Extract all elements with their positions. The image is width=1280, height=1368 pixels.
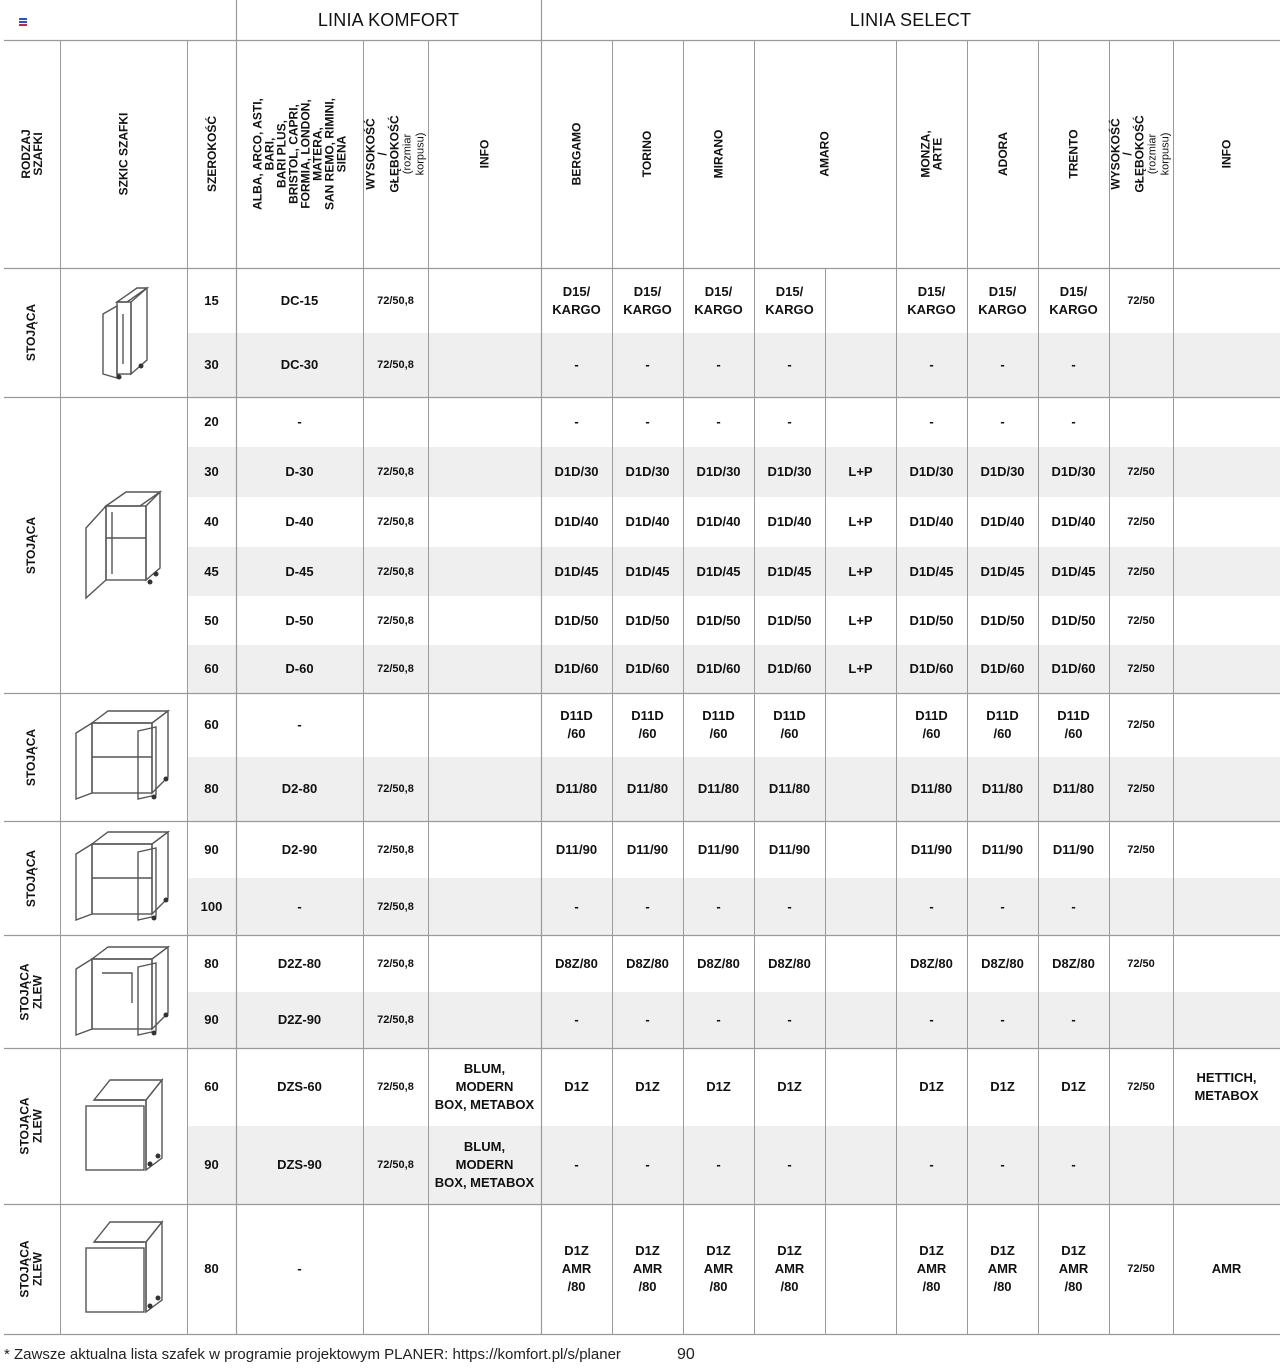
- cell-bergamo: D1D/40: [554, 514, 599, 529]
- cell-amaro: D1D/40: [767, 514, 812, 529]
- cell-bergamo: -: [574, 898, 579, 914]
- cell-komfort-info: [428, 268, 541, 333]
- cell-torino: D11D /60: [631, 708, 664, 741]
- cell-komfort-dim: [363, 1204, 428, 1334]
- cell-select-info: [1173, 333, 1280, 397]
- cell-mirano: D1D/60: [696, 661, 741, 676]
- cell-select-info: [1173, 821, 1280, 878]
- cell-amaro-extra: L+P: [848, 464, 873, 479]
- cell-komfort-info: [428, 333, 541, 397]
- cell-select-dim: [1109, 878, 1173, 935]
- cell-komfort-model: D2Z-90: [277, 1012, 322, 1027]
- cell-select-info: [1173, 992, 1280, 1048]
- cell-komfort-dim: [363, 693, 428, 757]
- cell-monza-arte: D11/80: [910, 781, 953, 796]
- cell-komfort-dim: 72/50,8: [377, 900, 414, 913]
- cell-adora: D11D /60: [986, 708, 1019, 741]
- cell-amaro-extra: L+P: [848, 514, 873, 529]
- cell-komfort-info: [428, 821, 541, 878]
- cell-bergamo: D11/90: [555, 841, 598, 857]
- cell-amaro: D1D/45: [767, 563, 812, 579]
- cell-select-dim: [1109, 1126, 1173, 1204]
- cell-komfort-info: [428, 878, 541, 935]
- cell-mirano: -: [716, 414, 721, 429]
- cell-trento: D11/80: [1052, 781, 1095, 796]
- cell-komfort-model: D2-80: [281, 781, 318, 796]
- cell-szerokosc: 60: [204, 717, 219, 732]
- column-header-szkic: SZKIC SZAFKI: [116, 112, 131, 196]
- cell-komfort-model: D2Z-80: [277, 955, 322, 971]
- cell-szerokosc: 30: [204, 464, 219, 479]
- cell-szerokosc: 50: [204, 612, 219, 628]
- cell-bergamo: D15/ KARGO: [552, 283, 601, 317]
- cell-amaro: -: [787, 898, 792, 914]
- cell-bergamo: D1D/50: [554, 612, 599, 628]
- cell-szerokosc: 90: [204, 1157, 219, 1172]
- cell-select-info: [1173, 397, 1280, 447]
- cell-select-dim: 72/50: [1127, 516, 1155, 528]
- cell-torino: D1D/50: [625, 612, 670, 628]
- cell-select-dim: [1109, 992, 1173, 1048]
- cell-torino: -: [645, 414, 650, 429]
- cell-torino: -: [645, 357, 650, 372]
- cell-bergamo: D1D/45: [554, 563, 599, 579]
- cell-komfort-info: [428, 992, 541, 1048]
- cell-select-dim: 72/50: [1127, 719, 1155, 731]
- cell-komfort-model: D2-90: [281, 841, 318, 857]
- cell-torino: D8Z/80: [626, 955, 669, 971]
- column-header-torino: TORINO: [640, 130, 655, 178]
- cell-amaro: D8Z/80: [768, 955, 811, 971]
- cell-trento: D1D/60: [1051, 661, 1096, 676]
- cell-bergamo: D1Z: [564, 1079, 589, 1094]
- cell-komfort-info: [428, 447, 541, 497]
- column-header-bergamo: BERGAMO: [569, 122, 584, 186]
- cell-monza-arte: D1D/50: [909, 612, 954, 628]
- cell-amaro-extra: [825, 1048, 896, 1126]
- cell-adora: D1D/50: [980, 612, 1025, 628]
- cell-mirano: -: [716, 898, 721, 914]
- cell-select-dim: 72/50: [1127, 294, 1155, 307]
- cell-trento: D8Z/80: [1052, 955, 1095, 971]
- group-type-label: STOJĄCA: [24, 728, 39, 786]
- cell-select-info: [1173, 878, 1280, 935]
- cell-torino: D1D/60: [625, 661, 670, 676]
- cell-select-info: [1173, 757, 1280, 821]
- cell-trento: D11/90: [1052, 841, 1095, 857]
- cell-komfort-dim: 72/50,8: [377, 565, 414, 578]
- cell-bergamo: -: [574, 357, 579, 372]
- cell-komfort-info: BLUM, MODERN BOX, METABOX: [434, 1139, 535, 1190]
- cell-szerokosc: 40: [204, 514, 219, 529]
- cell-mirano: -: [716, 357, 721, 372]
- group-type-label: STOJĄCA: [24, 849, 39, 907]
- cell-komfort-model: -: [297, 414, 302, 429]
- linia-komfort-title: LINIA KOMFORT: [317, 9, 460, 30]
- group-type-label: STOJĄCA: [24, 303, 39, 362]
- cell-monza-arte: D1D/45: [909, 563, 954, 579]
- cell-komfort-dim: 72/50,8: [377, 1081, 414, 1093]
- cell-select-info: HETTICH, METABOX: [1194, 1070, 1259, 1103]
- cell-amaro: D11/80: [768, 781, 811, 796]
- cell-torino: D11/80: [626, 781, 669, 796]
- cell-komfort-dim: [363, 397, 428, 447]
- cell-select-info: [1173, 935, 1280, 992]
- cell-szerokosc: 20: [204, 414, 219, 429]
- cell-komfort-dim: 72/50,8: [377, 1014, 414, 1026]
- cell-amaro-extra: [825, 992, 896, 1048]
- linia-select-title: LINIA SELECT: [849, 9, 972, 30]
- cell-amaro-extra: L+P: [848, 563, 873, 579]
- cell-mirano: D1Z: [706, 1079, 731, 1094]
- cell-trento: -: [1071, 414, 1076, 429]
- cell-komfort-model: D-30: [285, 464, 314, 479]
- cell-komfort-model: DZS-90: [277, 1157, 322, 1172]
- cell-adora: -: [1000, 1012, 1005, 1027]
- single-door-cabinet-icon: [82, 488, 166, 602]
- cell-amaro: D11/90: [768, 841, 811, 857]
- cell-szerokosc: 90: [204, 1012, 219, 1027]
- cell-mirano: D11/90: [697, 841, 740, 857]
- cell-mirano: D1D/50: [696, 612, 741, 628]
- cell-mirano: -: [716, 1157, 721, 1172]
- cell-komfort-dim: 72/50,8: [377, 359, 414, 371]
- cell-amaro-extra: L+P: [848, 661, 873, 676]
- cell-adora: -: [1000, 1157, 1005, 1172]
- cell-torino: D1D/40: [625, 514, 670, 529]
- cell-select-dim: 72/50: [1127, 614, 1155, 627]
- footnote: * Zawsze aktualna lista szafek w programie projektowym PLANER: https://komfort.pl/s/planer: [4, 1346, 621, 1363]
- dim-label: WYSOKOŚĆ / GŁĘBOKOŚĆ: [1109, 115, 1147, 193]
- cell-amaro-extra: [825, 757, 896, 821]
- cell-monza-arte: -: [929, 414, 934, 429]
- cell-adora: D11/80: [981, 781, 1024, 796]
- cell-szerokosc: 90: [204, 841, 219, 857]
- cell-torino: -: [645, 1012, 650, 1027]
- cell-mirano: D15/ KARGO: [694, 283, 743, 317]
- cell-komfort-info: [428, 547, 541, 596]
- sink-cabinet-icon: [72, 943, 174, 1039]
- page-number: 90: [677, 1346, 695, 1363]
- cell-monza-arte: D1D/60: [909, 661, 954, 676]
- cell-amaro-extra: [825, 821, 896, 878]
- cell-trento: -: [1071, 357, 1076, 372]
- cell-select-dim: [1109, 333, 1173, 397]
- cell-bergamo: -: [574, 1012, 579, 1027]
- cell-mirano: D1D/45: [696, 563, 741, 579]
- column-header-select-info: INFO: [1219, 139, 1234, 169]
- cell-amaro-extra: [825, 397, 896, 447]
- cell-komfort-dim: 72/50,8: [377, 843, 414, 856]
- cell-monza-arte: -: [929, 898, 934, 914]
- cell-select-info: [1173, 645, 1280, 693]
- cell-monza-arte: -: [929, 1157, 934, 1172]
- cell-komfort-dim: 72/50,8: [377, 294, 414, 307]
- group-type-label: STOJĄCA: [24, 516, 39, 574]
- cell-torino: D1Z AMR /80: [632, 1243, 663, 1294]
- cell-komfort-info: [428, 1204, 541, 1334]
- dim-label: WYSOKOŚĆ / GŁĘBOKOŚĆ: [363, 115, 402, 193]
- cell-select-dim: 72/50: [1127, 783, 1155, 795]
- cell-bergamo: D1Z AMR /80: [561, 1243, 592, 1294]
- cell-szerokosc: 100: [200, 898, 223, 914]
- cell-trento: -: [1071, 1012, 1076, 1027]
- cell-komfort-model: DC-15: [280, 292, 319, 308]
- cell-torino: -: [645, 898, 650, 914]
- cell-torino: D1D/45: [625, 563, 670, 579]
- cell-torino: D11/90: [626, 841, 669, 857]
- cell-komfort-dim: 72/50,8: [377, 957, 414, 970]
- cell-adora: -: [1000, 898, 1005, 914]
- cell-trento: D1Z: [1061, 1079, 1086, 1094]
- cell-amaro: -: [787, 1157, 792, 1172]
- cell-trento: D1Z AMR /80: [1058, 1243, 1089, 1294]
- cell-szerokosc: 80: [204, 781, 219, 796]
- cell-komfort-model: -: [297, 717, 302, 732]
- cell-trento: D1D/30: [1051, 464, 1096, 479]
- cell-monza-arte: D1D/30: [909, 464, 954, 479]
- cell-komfort-dim: 72/50,8: [377, 466, 414, 478]
- cell-torino: -: [645, 1157, 650, 1172]
- cell-komfort-model: -: [297, 1261, 302, 1276]
- cell-select-info: [1173, 596, 1280, 645]
- cell-adora: -: [1000, 357, 1005, 372]
- cell-select-dim: [1109, 397, 1173, 447]
- cell-komfort-dim: 72/50,8: [377, 783, 414, 795]
- cell-monza-arte: -: [929, 357, 934, 372]
- cell-torino: D1Z: [635, 1079, 660, 1094]
- cell-komfort-info: [428, 757, 541, 821]
- column-header-trento: TRENTO: [1066, 129, 1081, 179]
- cell-torino: D15/ KARGO: [623, 283, 672, 317]
- cell-bergamo: -: [574, 414, 579, 429]
- cell-mirano: D1D/30: [696, 464, 741, 479]
- cell-bergamo: D11/80: [555, 781, 598, 796]
- cell-bergamo: -: [574, 1157, 579, 1172]
- cell-monza-arte: D11D /60: [915, 708, 948, 741]
- cell-amaro-extra: [825, 878, 896, 935]
- cell-komfort-model: -: [297, 898, 302, 914]
- cell-mirano: -: [716, 1012, 721, 1027]
- cell-torino: D1D/30: [625, 464, 670, 479]
- cell-adora: D1D/30: [980, 464, 1025, 479]
- cell-mirano: D11/80: [697, 781, 740, 796]
- cell-amaro: D1D/60: [767, 661, 812, 676]
- cell-select-dim: 72/50: [1127, 466, 1155, 478]
- cell-amaro-extra: [825, 693, 896, 757]
- cell-komfort-info: [428, 645, 541, 693]
- cell-select-dim: 72/50: [1127, 565, 1155, 578]
- cell-monza-arte: -: [929, 1012, 934, 1027]
- cell-amaro: D1D/30: [767, 464, 812, 479]
- cell-amaro: -: [787, 414, 792, 429]
- cell-select-dim: 72/50: [1127, 1263, 1155, 1275]
- cell-bergamo: D11D /60: [560, 708, 593, 741]
- cell-amaro-extra: [825, 333, 896, 397]
- cell-select-info: AMR: [1211, 1261, 1242, 1276]
- cell-komfort-model: D-40: [285, 514, 314, 529]
- cell-komfort-dim: 72/50,8: [377, 614, 414, 627]
- cell-trento: D1D/50: [1051, 612, 1096, 628]
- group-type-label: STOJĄCA ZLEW: [18, 1240, 45, 1298]
- cell-amaro: D1Z: [777, 1079, 802, 1094]
- cell-adora: D1Z AMR /80: [987, 1243, 1018, 1294]
- cell-adora: D1D/60: [980, 661, 1025, 676]
- cell-select-info: [1173, 547, 1280, 596]
- column-header-komfort-models: ALBA, ARCO, ASTI, BARI, BARI PLUS, BRISTOL, CAPRI, FORMIA, LONDON, MATERA, SAN REMO, RIMINI, SIENA: [250, 98, 349, 211]
- cell-trento: -: [1071, 898, 1076, 914]
- cell-komfort-dim: 72/50,8: [377, 1159, 414, 1171]
- cell-select-dim: 72/50: [1127, 663, 1155, 675]
- sink-drawer-cabinet-icon: [80, 1216, 170, 1318]
- double-door-cabinet-icon: [72, 828, 174, 924]
- cell-komfort-model: D-60: [285, 661, 314, 676]
- cell-amaro: D15/ KARGO: [765, 283, 814, 317]
- cell-amaro-extra: [825, 935, 896, 992]
- cell-bergamo: D1D/30: [554, 464, 599, 479]
- cell-amaro: D1D/50: [767, 612, 812, 628]
- cell-monza-arte: D8Z/80: [910, 955, 953, 971]
- sink-drawer-cabinet-icon: [80, 1074, 170, 1176]
- cell-trento: -: [1071, 1157, 1076, 1172]
- dim-sublabel: (rozmiar korpusu): [1147, 132, 1172, 176]
- cell-bergamo: D1D/60: [554, 661, 599, 676]
- cell-mirano: D11D /60: [702, 708, 735, 741]
- flag-icon: [19, 18, 27, 26]
- cell-komfort-info: [428, 397, 541, 447]
- cell-adora: -: [1000, 414, 1005, 429]
- cell-select-dim: 72/50: [1127, 1081, 1155, 1093]
- cell-komfort-info: [428, 935, 541, 992]
- cell-monza-arte: D15/ KARGO: [907, 283, 956, 317]
- cell-komfort-info: [428, 596, 541, 645]
- cell-amaro-extra: [825, 1204, 896, 1334]
- cell-monza-arte: D11/90: [910, 841, 953, 857]
- cell-amaro: D11D /60: [773, 708, 806, 741]
- cell-szerokosc: 60: [204, 1079, 219, 1094]
- double-door-cabinet-icon: [72, 707, 174, 803]
- dim-sublabel: (rozmiar korpusu): [401, 132, 427, 176]
- cell-amaro: D1Z AMR /80: [774, 1243, 805, 1294]
- cell-select-dim: 72/50: [1127, 843, 1155, 856]
- cell-adora: D1D/40: [980, 514, 1025, 529]
- cell-komfort-info: BLUM, MODERN BOX, METABOX: [434, 1061, 535, 1112]
- cell-amaro-extra: L+P: [848, 612, 873, 628]
- cell-select-info: [1173, 1126, 1280, 1204]
- cell-trento: D1D/45: [1051, 563, 1096, 579]
- cell-mirano: D8Z/80: [697, 955, 740, 971]
- cell-amaro-extra: [825, 268, 896, 333]
- column-header-amaro: AMARO: [817, 131, 832, 177]
- column-header-rodzaj: RODZAJ SZAFKI: [19, 129, 45, 179]
- cell-adora: D8Z/80: [981, 955, 1024, 971]
- cell-adora: D1D/45: [980, 563, 1025, 579]
- column-header-monza-arte: MONZA, ARTE: [918, 130, 945, 178]
- cell-trento: D1D/40: [1051, 514, 1096, 529]
- group-type-label: STOJĄCA ZLEW: [18, 1097, 45, 1155]
- cell-komfort-info: [428, 693, 541, 757]
- cell-adora: D15/ KARGO: [978, 283, 1027, 317]
- cell-komfort-info: [428, 497, 541, 547]
- cell-mirano: D1D/40: [696, 514, 741, 529]
- cell-mirano: D1Z AMR /80: [703, 1243, 734, 1294]
- cell-select-dim: 72/50: [1127, 957, 1155, 970]
- cell-komfort-model: DC-30: [280, 357, 319, 372]
- cell-adora: D11/90: [981, 841, 1024, 857]
- cell-monza-arte: D1D/40: [909, 514, 954, 529]
- cell-select-info: [1173, 497, 1280, 547]
- cell-komfort-dim: 72/50,8: [377, 663, 414, 675]
- cell-monza-arte: D1Z: [919, 1079, 944, 1094]
- cell-monza-arte: D1Z AMR /80: [916, 1243, 947, 1294]
- group-type-label: STOJĄCA ZLEW: [18, 962, 45, 1021]
- cell-szerokosc: 80: [204, 955, 219, 971]
- narrow-cargo-cabinet-icon: [95, 284, 155, 384]
- column-header-adora: ADORA: [995, 132, 1010, 176]
- cell-komfort-model: DZS-60: [277, 1079, 322, 1094]
- cell-trento: D11D /60: [1057, 708, 1090, 741]
- cell-szerokosc: 45: [204, 563, 219, 579]
- cell-select-info: [1173, 268, 1280, 333]
- cell-szerokosc: 60: [204, 661, 219, 676]
- cell-bergamo: D8Z/80: [555, 955, 598, 971]
- cell-amaro: -: [787, 1012, 792, 1027]
- column-header-komfort-info: INFO: [477, 139, 492, 169]
- cell-komfort-model: D-45: [285, 563, 314, 579]
- cell-adora: D1Z: [990, 1079, 1015, 1094]
- cell-amaro: -: [787, 357, 792, 372]
- cell-select-info: [1173, 693, 1280, 757]
- cell-select-info: [1173, 447, 1280, 497]
- cell-szerokosc: 80: [204, 1261, 219, 1276]
- cell-szerokosc: 30: [204, 357, 219, 372]
- column-header-szerokosc: SZEROKOŚĆ: [204, 115, 219, 193]
- column-header-mirano: MIRANO: [711, 129, 726, 179]
- cell-trento: D15/ KARGO: [1049, 283, 1098, 317]
- cell-szerokosc: 15: [204, 292, 219, 308]
- column-header-komfort-dim: [363, 40, 428, 268]
- cell-komfort-model: D-50: [285, 612, 314, 628]
- column-header-select-dim: [1109, 40, 1173, 268]
- cell-komfort-dim: 72/50,8: [377, 516, 414, 528]
- cell-amaro-extra: [825, 1126, 896, 1204]
